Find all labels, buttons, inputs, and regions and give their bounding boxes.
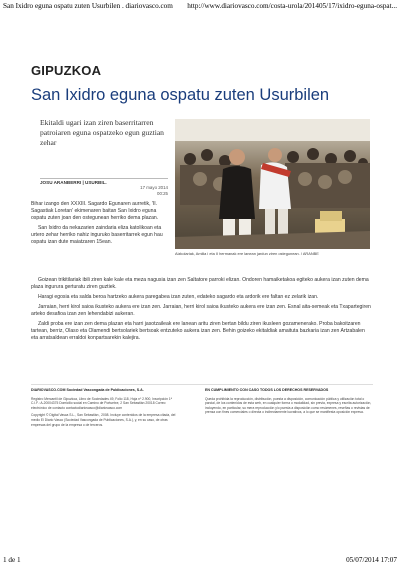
photo-caption: Aizkolariak, Amilia i eta II hermanak ere lanean jardun ziren ostegunean. / ARANBE: [175, 251, 319, 256]
legal-paragraph: Registro Mercantil de Gipuzkoa, Libro de Sociedades 49, Folio 118, Hoja nº 2.900, Inscripción 1ª C.I.F.: A-20004375 Domicilio social en Camino de Portuetxe, 2 San Sebastián 20018 Correo electrónico de contacto contactodiariovasco@diariovasco.com: [31, 396, 172, 410]
tab-title: San Ixidro eguna ospatu zuten Usurbilen . diariovasco.com: [3, 2, 173, 10]
legal-heading: DIARIOVASCO.COM Sociedad Vascongada de Publicaciones, S.A.: [31, 388, 144, 392]
paragraph: Goizean trikitilariak ibili ziren kale kale eta meza nagusia izan zen Saltatore parroki elizan. Ondoren hamaiketakoa egiteko aukera izan zuten dema plaza ingurura gerturatu ziren guztiek.: [31, 277, 369, 290]
paragraph: Bihar izango den XXXIII. Sagardo Egunaren aurretik, 'II. Sagastiak Loretan' ekimenaren baitan San Ixidro eguna ospatu zuten joan den ostegunean herriko dema plazan.: [31, 201, 159, 221]
byline: [40, 178, 168, 197]
legal-info-right: [205, 388, 373, 418]
legal-heading: EN CUMPLIMIENTO CON CASO TODOS LOS DERECHOS RESERVADOS: [205, 388, 329, 392]
article-body-full: [31, 277, 373, 345]
paragraph: San Ixidro da nekazarien zaindaria eliza katolikoan eta urtero zehar herriko nahiz inguruko baserritarrek egun hau ospatu izan dute maiatzaren 15ean.: [31, 225, 163, 245]
publish-date: 17 mayo 2014: [140, 185, 168, 190]
paragraph: Jarraian, herri kirol saioa ikusteko aukera ere izan zen. Jarraian, herri kirol saioa ikusteko aukera ere izan zen. Esnal aita-semeak eta Txapartegiren arteko desafioa izan zen lehendabizi aukeran.: [31, 304, 371, 317]
section-label[interactable]: GIPUZKOA: [31, 63, 102, 78]
print-header: [0, 0, 400, 12]
author: JOSU ARANBERRI | USURBIL.: [40, 180, 107, 185]
article-title: San Ixidro eguna ospatu zuten Usurbilen: [31, 86, 330, 104]
page-url[interactable]: http://www.diariovasco.com/costa-urola/201405/17/ixidro-eguna-ospat...: [187, 2, 397, 10]
crowd-photo-illustration: [175, 119, 370, 249]
print-footer: [0, 554, 400, 566]
print-datetime: 05/07/2014 17:07: [346, 556, 397, 564]
divider: [31, 384, 373, 385]
paragraph: Zaldi proba ere izan zen dema plazan eta harri jasotzaileak ere lanean aritu ziren bertan bildu ziren ikusleen gozamenerako. Proba bakoitzaren tartean, berriz, Olaso eta Olamendi bertsolariek bertsoak entzuteko aukera izan zen. Behin goizeko ekitaldiak amaituta bazkaria izan zen Artzabalen eta arratsaldean erraldoi konpartsarekin kalejira.: [31, 321, 365, 341]
legal-info-left: [31, 388, 181, 430]
publish-time: 00:25: [157, 191, 168, 196]
paragraph: Haragi egosia eta salda beroa hartzeko aukera paregabea izan zuten, edateko sagardo eta ardorik ere faltan ez zelarik izan.: [38, 294, 319, 300]
article-photo: [175, 119, 370, 249]
legal-paragraph: Copyright © Digital Vasca S.L., San Sebastián , 2008. Incluye contenidos de la empresa citada, del medio El Diario Vasco (Sociedad Vascongada de Publicaciones, S.A.), y, en su caso, de otras empresas del grupo de la empresa o de terceros.: [31, 413, 176, 427]
legal-paragraph: Queda prohibida la reproducción, distribución, puesta a disposición, comunicación pública y utilización total o parcial, de los contenidos de esta web, en cualquier forma o modalidad, sin previa, expresa y escrita autorización, incluyendo, en particular, su mera reproducción y/o puesta a disposición como resúmenes, reseñas o revistas de prensa con fines comerciales o directa o indirectamente lucrativos, a lo que se manifiesta oposición expresa.: [205, 396, 372, 415]
article-lead: Ekitaldi ugari izan ziren baserritarren patroiaren eguna ospatzeko egun guztian zehar: [40, 118, 164, 147]
article-body-column: [31, 201, 169, 249]
page-counter: 1 de 1: [3, 556, 21, 564]
